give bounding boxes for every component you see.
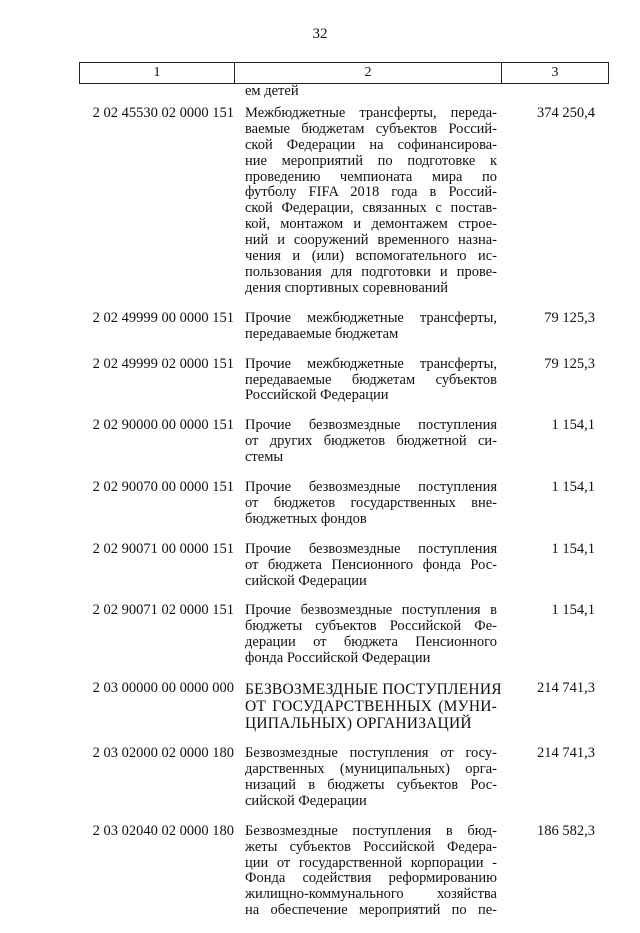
amount: 374 250,4 [537, 104, 595, 121]
description-line: ние мероприятий по подготовке к [245, 152, 497, 169]
table-row [79, 311, 609, 343]
description-line: Прочие безвозмездные поступления в [245, 602, 497, 619]
description-line: Прочие безвозмездные поступления [245, 540, 497, 557]
description-line: жеты субъектов Российской Федера- [245, 838, 497, 855]
description-line: пользования для подготовки и прове- [245, 263, 497, 280]
header-col-3: 3 [551, 65, 559, 80]
budget-code: 2 02 45530 02 0000 151 [92, 104, 234, 121]
description-line: дарственных (муниципальных) орга- [245, 761, 497, 777]
revenue-description [245, 746, 497, 810]
table-row [79, 84, 609, 100]
description-line: футболу FIFA 2018 года в Россий- [245, 184, 497, 201]
budget-code: 2 02 90000 00 0000 151 [92, 417, 234, 434]
description-line: ОТ ГОСУДАРСТВЕННЫХ (МУНИ- [245, 698, 497, 716]
description-line: дения спортивных соревнований [245, 279, 449, 296]
revenue-description [245, 418, 497, 466]
description-line: Прочие безвозмездные поступления [245, 417, 497, 434]
description-line: от бюджета Пенсионного фонда Рос- [245, 556, 497, 573]
budget-code: 2 02 90071 00 0000 151 [92, 540, 234, 557]
table-row [79, 603, 609, 667]
description-line: ний и сооружений временного назна- [245, 232, 497, 249]
table-row [79, 357, 609, 405]
amount: 186 582,3 [537, 822, 595, 839]
description-line: Прочие межбюджетные трансферты, [245, 309, 497, 326]
amount: 214 741,3 [537, 680, 595, 697]
description-line: жилищно-коммунального хозяйства [245, 886, 497, 903]
description-line: фонда Российской Федерации [245, 650, 431, 667]
table-row [79, 681, 609, 732]
budget-code [79, 84, 240, 100]
revenue-description [245, 681, 502, 733]
table-header [79, 62, 609, 84]
description-line: ЦИПАЛЬНЫХ) ОРГАНИЗАЦИЙ [245, 715, 472, 733]
budget-code: 2 02 49999 00 0000 151 [92, 309, 234, 326]
table-row [79, 106, 609, 297]
amount: 79 125,3 [544, 355, 595, 372]
amount: 1 154,1 [551, 417, 595, 434]
amount: 1 154,1 [551, 602, 595, 619]
description-line: ской Федерации, связанных с постав- [245, 200, 497, 217]
budget-code: 2 03 02040 02 0000 180 [92, 822, 234, 839]
budget-code: 2 02 90071 02 0000 151 [92, 602, 234, 619]
description-line: ции от государственной корпорации - [245, 854, 497, 871]
table-body [79, 84, 609, 933]
description-line: передаваемые бюджетам субъектов [245, 371, 497, 388]
description-line: Прочие межбюджетные трансферты, [245, 355, 497, 372]
description-line: передаваемые бюджетам [245, 325, 399, 342]
description-line: Межбюджетные трансферты, переда- [245, 104, 497, 121]
amount: 1 154,1 [551, 540, 595, 557]
description-line: чения и (или) вспомогательного ис- [245, 248, 497, 265]
revenue-description [245, 542, 497, 590]
revenue-description [245, 84, 497, 100]
revenue-description [245, 480, 497, 528]
description-line: ской Федерации на софинансирова- [245, 136, 497, 153]
description-line: ваемые бюджетам субъектов Россий- [245, 120, 497, 137]
description-line: бюджетных фондов [245, 510, 367, 527]
amount: 79 125,3 [544, 309, 595, 326]
description-line: ем детей [245, 83, 299, 99]
table-row [79, 480, 609, 528]
table-row [79, 418, 609, 466]
amount: 214 741,3 [537, 745, 595, 762]
revenue-description [245, 603, 497, 667]
table-row [79, 542, 609, 590]
description-line: Прочие безвозмездные поступления [245, 479, 497, 496]
description-line: дерации от бюджета Пенсионного [245, 634, 497, 651]
description-line: Безвозмездные поступления в бюд- [245, 822, 497, 839]
budget-code: 2 02 49999 02 0000 151 [92, 355, 234, 372]
description-line: сийской Федерации [245, 572, 367, 589]
description-line: на обеспечение мероприятий по пе- [245, 902, 497, 919]
page-number: 32 [312, 26, 328, 42]
description-line: от других бюджетов бюджетной си- [245, 433, 497, 450]
header-col-2: 2 [235, 63, 502, 83]
description-line: БЕЗВОЗМЕЗДНЫЕ ПОСТУПЛЕНИЯ [245, 681, 502, 699]
revenue-description [245, 311, 497, 343]
budget-code: 2 03 02000 02 0000 180 [92, 745, 234, 762]
amount [497, 84, 609, 100]
table-row [79, 746, 609, 810]
description-line: низаций в бюджеты субъектов Рос- [245, 776, 497, 793]
revenue-description [245, 357, 497, 405]
description-line: от бюджетов государственных вне- [245, 494, 497, 511]
revenue-description [245, 106, 497, 297]
description-line: Фонда содействия реформированию [245, 870, 497, 887]
budget-code: 2 03 00000 00 0000 000 [92, 680, 234, 697]
budget-code: 2 02 90070 00 0000 151 [92, 479, 234, 496]
description-line: проведению чемпионата мира по [245, 168, 497, 185]
description-line: сийской Федерации [245, 792, 367, 809]
amount: 1 154,1 [551, 479, 595, 496]
description-line: кой, монтажом и демонтажем строе- [245, 216, 497, 233]
description-line: бюджеты субъектов Российской Фе- [245, 618, 497, 635]
description-line: стемы [245, 449, 284, 466]
description-line: Безвозмездные поступления от госу- [245, 745, 497, 762]
description-line: Российской Федерации [245, 387, 389, 404]
header-col-1: 1 [80, 63, 235, 83]
